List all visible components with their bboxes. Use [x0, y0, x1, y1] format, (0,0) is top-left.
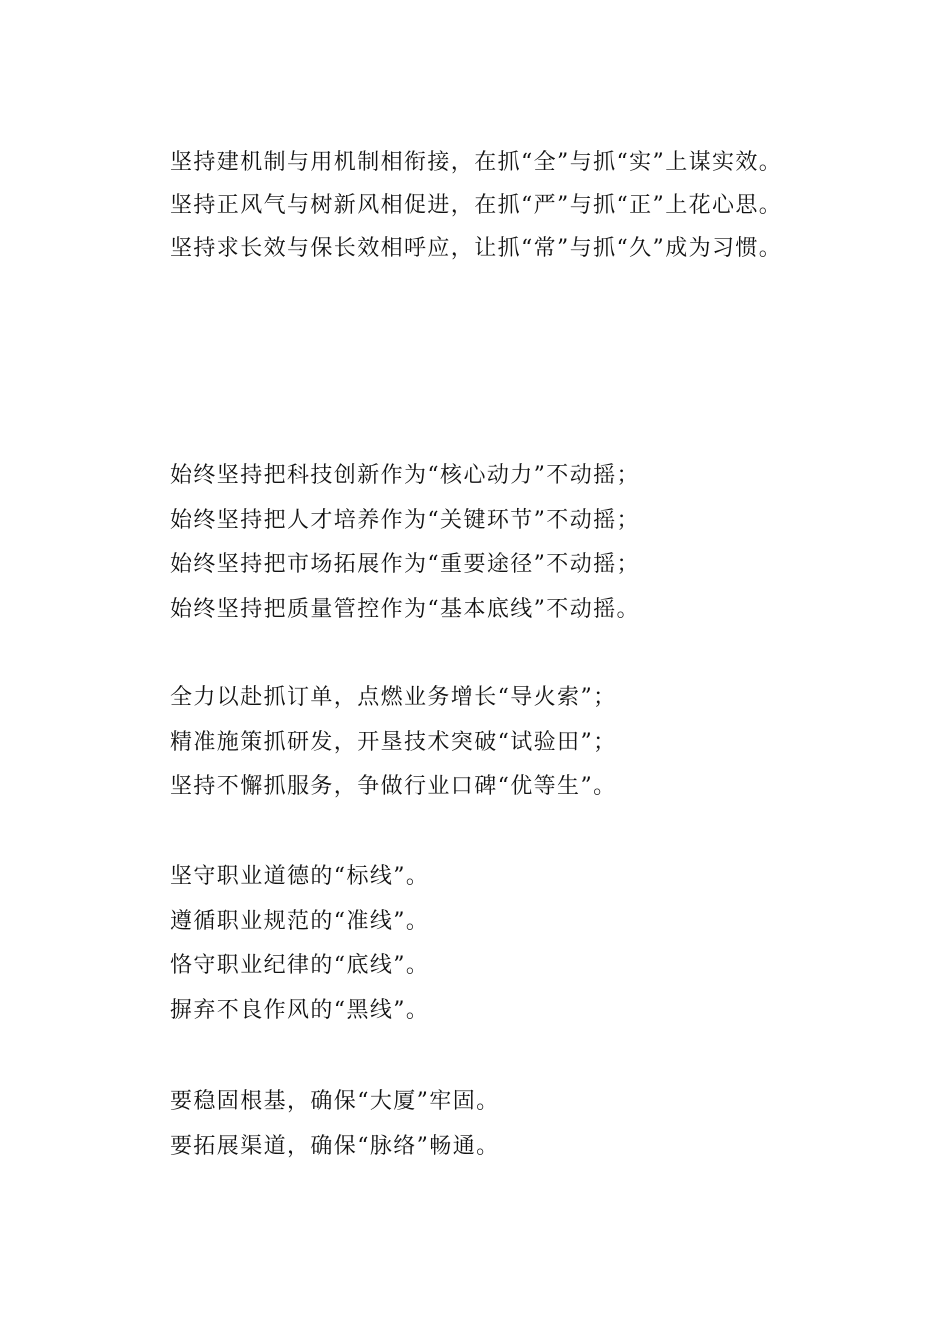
- paragraph: 坚持正风气与树新风相促进，在抓“严”与抓“正”上花心思。: [170, 193, 783, 218]
- text-line: 坚守职业道德的“标线”。: [170, 864, 430, 889]
- text-line: 遵循职业规范的“准线”。: [170, 908, 430, 934]
- section-mechanism-paragraphs: [120, 141, 825, 270]
- text-line: 恪守职业纪律的“底线”。: [170, 953, 430, 978]
- section-business-focus: [120, 676, 825, 810]
- text-line: 要稳固根基，确保“大厦”牢固。: [170, 1089, 500, 1114]
- paragraph: 坚持求长效与保长效相呼应，让抓“常”与抓“久”成为习惯。: [170, 236, 783, 261]
- text-line: 始终坚持把人才培养作为“关键环节”不动摇；: [170, 507, 640, 533]
- text-line: 全力以赴抓订单，点燃业务增长“导火索”；: [170, 685, 617, 710]
- text-line: 始终坚持把市场拓展作为“重要途径”不动摇；: [170, 552, 640, 577]
- text-line: 坚持不懈抓服务，争做行业口碑“优等生”。: [170, 774, 617, 799]
- section-professional-lines: [120, 855, 825, 1033]
- text-line: 始终坚持把质量管控作为“基本底线”不动摇。: [170, 596, 640, 622]
- text-line: 摒弃不良作风的“黑线”。: [170, 997, 430, 1023]
- text-line: 始终坚持把科技创新作为“核心动力”不动摇；: [170, 463, 640, 488]
- text-line: 要拓展渠道，确保“脉络”畅通。: [170, 1133, 500, 1159]
- section-always-adhere: [120, 454, 825, 632]
- section-foundation: [120, 1080, 825, 1169]
- text-line: 精准施策抓研发，开垦技术突破“试验田”；: [170, 729, 617, 755]
- paragraph: 坚持建机制与用机制相衔接，在抓“全”与抓“实”上谋实效。: [170, 150, 783, 175]
